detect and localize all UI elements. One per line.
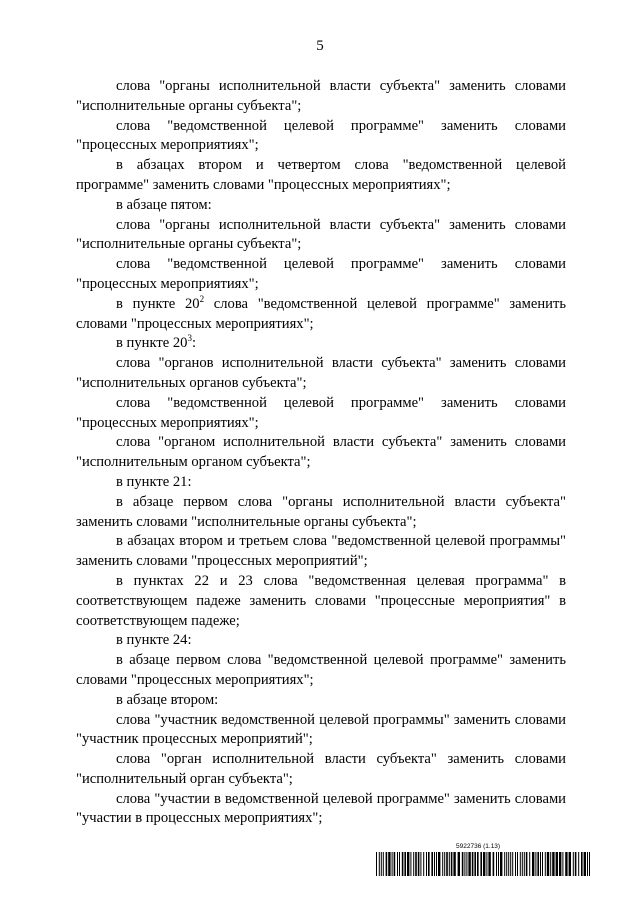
document-body bbox=[76, 77, 566, 829]
paragraph: слова "ведомственной целевой программе" заменить словами "процессных мероприятиях"; bbox=[76, 117, 566, 154]
paragraph: слова "участник ведомственной целевой программы" заменить словами "участник процессных мероприятий"; bbox=[76, 711, 566, 748]
paragraph: в абзацах втором и третьем слова "ведомственной целевой программы" заменить словами "процессных мероприятий"; bbox=[76, 533, 566, 570]
paragraph: в абзаце первом слова "ведомственной целевой программе" заменить словами "процессных мероприятиях"; bbox=[76, 652, 566, 688]
paragraph: в пункте 24: bbox=[116, 632, 192, 649]
barcode-image bbox=[376, 852, 590, 876]
paragraph: слова "органом исполнительной власти субъекта" заменить словами "исполнительным органом субъекта"; bbox=[76, 434, 566, 471]
paragraph: слова "ведомственной целевой программе" заменить словами "процессных мероприятиях"; bbox=[76, 394, 566, 431]
paragraph: слова "органов исполнительной власти субъекта" заменить словами "исполнительных органов субъекта"; bbox=[76, 355, 566, 391]
paragraph: в абзацах втором и четвертом слова "ведомственной целевой программе" заменить словами "процессных мероприятиях"; bbox=[76, 157, 566, 193]
paragraph: слова "ведомственной целевой программе" заменить словами "процессных мероприятиях"; bbox=[76, 256, 566, 292]
paragraph: в пункте $20^2$ слова "ведомственной целевой программе" заменить словами "процессных мероприятиях"; bbox=[76, 293, 567, 332]
document-code: 5922736 (1.13) bbox=[456, 843, 501, 850]
paragraph: в пункте 21: bbox=[116, 473, 192, 490]
paragraph: слова "органы исполнительной власти субъекта" заменить словами "исполнительные органы субъекта"; bbox=[76, 78, 566, 114]
page-number: 5 bbox=[316, 38, 324, 54]
paragraph: в пунктах 22 и 23 слова "ведомственная целевая программа" в соответствующем падеже заменить словами "процессные мероприятия" в соответствующем падеже; bbox=[76, 572, 566, 629]
paragraph: в абзаце втором: bbox=[116, 691, 219, 708]
paragraph: в абзаце первом слова "органы исполнительной власти субъекта" заменить словами "исполнительные органы субъекта"; bbox=[76, 493, 566, 530]
superscript: 2 bbox=[199, 293, 205, 304]
paragraph: в абзаце пятом: bbox=[116, 196, 212, 213]
paragraph: слова "орган исполнительной власти субъекта" заменить словами "исполнительный орган субъекта"; bbox=[76, 751, 566, 787]
superscript: 3 bbox=[187, 333, 192, 344]
paragraph: слова "органы исполнительной власти субъекта" заменить словами "исполнительные органы субъекта"; bbox=[76, 216, 566, 253]
paragraph: слова "участии в ведомственной целевой программе" заменить словами "участии в процессных мероприятиях"; bbox=[76, 790, 566, 827]
paragraph: в пункте $20^3$: bbox=[116, 333, 197, 352]
